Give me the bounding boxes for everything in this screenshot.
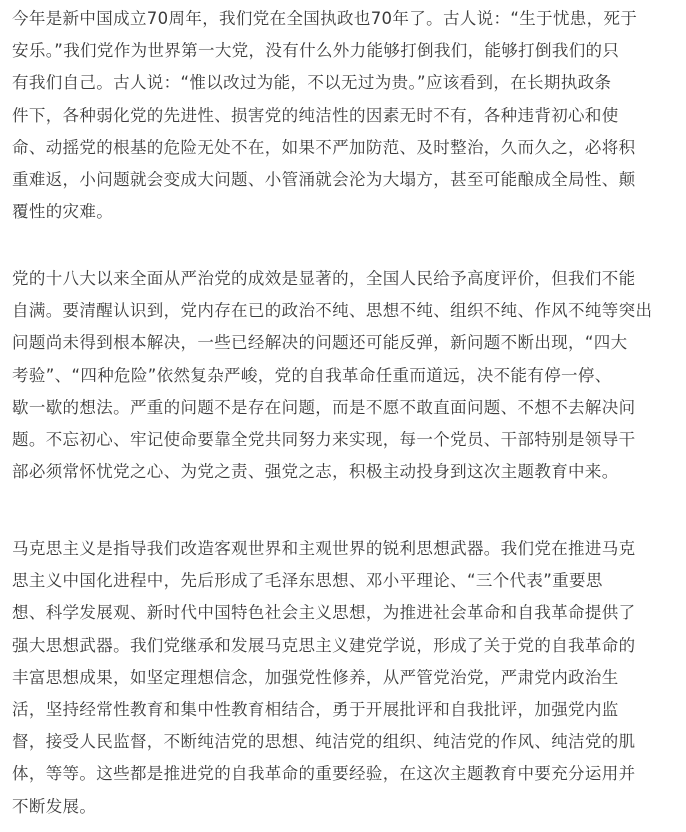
text-line: 思主义中国化进程中，先后形成了毛泽东思想、邓小平理论、“三个代表”重要思	[12, 571, 603, 591]
text-line: 歇一歇的想法。严重的问题不是存在问题，而是不愿不敢直面问题、不想不去解决问	[12, 397, 636, 417]
text-line: 体，等等。这些都是推进党的自我革命的重要经验，在这次主题教育中要充分运用并	[12, 764, 636, 784]
text-line: 想、科学发展观、新时代中国特色社会主义思想，为推进社会革命和自我革命提供了	[12, 603, 636, 623]
text-line: 自满。要清醒认识到，党内存在已的政治不纯、思想不纯、组织不纯、作风不纯等突出	[12, 301, 653, 321]
paragraph-3	[12, 533, 680, 823]
text-line: 考验”、“四种危险”依然复杂严峻，党的自我革命任重而道远，决不能有停一停、	[12, 365, 612, 385]
text-line: 党的十八大以来全面从严治党的成效是显著的，全国人民给予高度评价，但我们不能	[12, 269, 636, 288]
text-line: 马克思主义是指导我们改造客观世界和主观世界的锐利思想武器。我们党在推进马克	[12, 539, 636, 558]
paragraph-2	[12, 263, 680, 488]
text-line: 强大思想武器。我们党继承和发展马克思主义建党学说，形成了关于党的自我革命的	[12, 635, 636, 655]
text-line: 不断发展。	[12, 796, 97, 816]
text-line: 有我们自己。古人说：“惟以改过为能，不以无过为贵。”应该看到，在长期执政条	[12, 73, 612, 93]
text-line: 督，接受人民监督，不断纯洁党的思想、纯洁党的组织、纯洁党的作风、纯洁党的肌	[12, 732, 636, 752]
text-line: 部必须常怀忧党之心、为党之责、强党之志，积极主动投身到这次主题教育中来。	[12, 462, 619, 482]
text-line: 重难返，小问题就会变成大问题、小管涌就会沦为大塌方，甚至可能酿成全局性、颠	[12, 169, 636, 189]
text-line: 安乐。”我们党作为世界第一大党，没有什么外力能够打倒我们，能够打倒我们的只	[12, 41, 620, 61]
text-line: 活，坚持经常性教育和集中性教育相结合，勇于开展批评和自我批评，加强党内监	[12, 699, 619, 719]
text-line: 命、动摇党的根基的危险无处不在，如果不严加防范、及时整治，久而久之，必将积	[12, 137, 636, 157]
paragraph-1	[12, 3, 680, 228]
text-line: 问题尚未得到根本解决，一些已经解决的问题还可能反弹，新问题不断出现，“四大	[12, 333, 628, 353]
text-line: 件下，各种弱化党的先进性、损害党的纯洁性的因素无时不有，各种违背初心和使	[12, 105, 619, 125]
text-line: 今年是新中国成立70周年，我们党在全国执政也70年了。古人说：“生于忧患，死于	[12, 9, 638, 28]
text-line: 覆性的灾难。	[12, 202, 114, 222]
text-line: 丰富思想成果，如坚定理想信念，加强党性修养，从严管党治党，严肃党内政治生	[12, 667, 619, 687]
text-line: 题。不忘初心、牢记使命要靠全党共同努力来实现，每一个党员、干部特别是领导干	[12, 429, 636, 449]
